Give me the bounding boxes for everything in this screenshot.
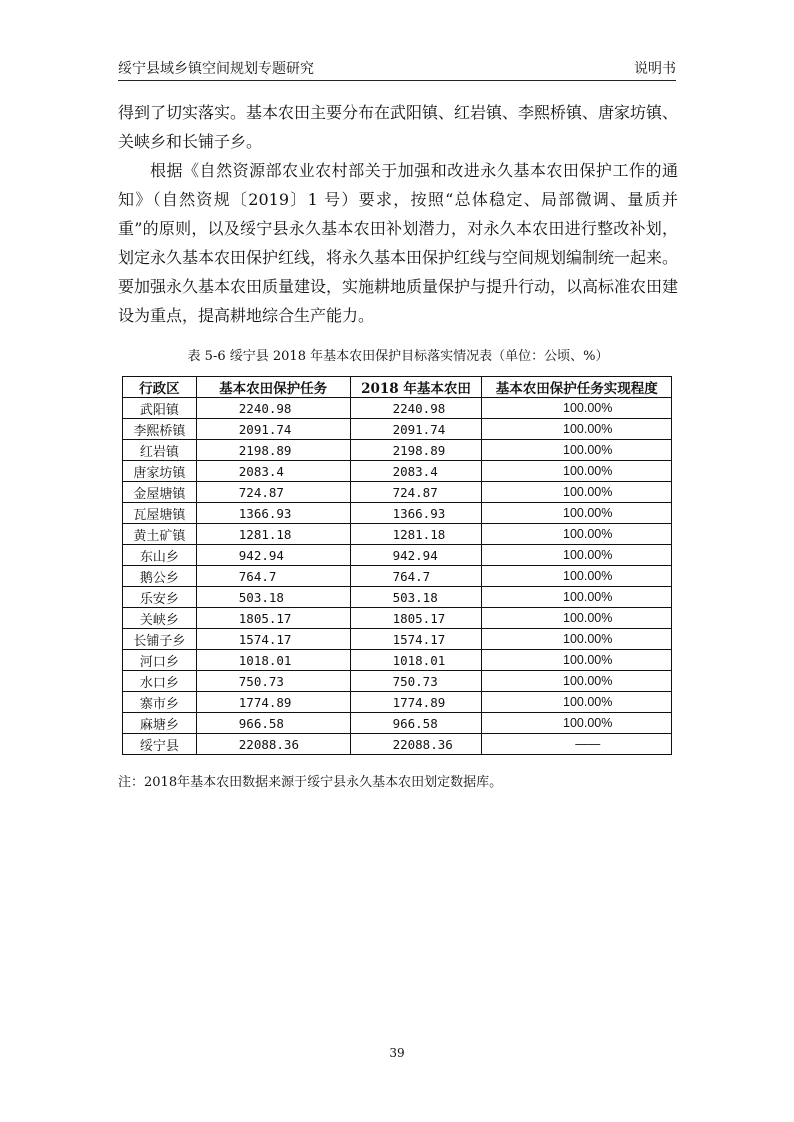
cell-protection-task: 764.7 [196, 566, 350, 587]
table-row [123, 629, 672, 650]
table-row [123, 419, 672, 440]
cell-protection-task: 2240.98 [196, 398, 350, 419]
cell-2018-farmland: 2083.4 [350, 461, 482, 482]
table-row [123, 692, 672, 713]
cell-protection-task: 1018.01 [196, 650, 350, 671]
cell-achievement-rate: 100.00% [482, 461, 672, 482]
cell-2018-farmland: 2091.74 [350, 419, 482, 440]
cell-2018-farmland: 1281.18 [350, 524, 482, 545]
cell-2018-farmland: 1574.17 [350, 629, 482, 650]
cell-2018-farmland: 966.58 [350, 713, 482, 734]
cell-2018-farmland: 1366.93 [350, 503, 482, 524]
column-header-protection-task: 基本农田保护任务 [196, 377, 350, 398]
cell-protection-task: 750.73 [196, 671, 350, 692]
cell-protection-task: 22088.36 [196, 734, 350, 755]
cell-district: 红岩镇 [123, 440, 197, 461]
cell-district: 水口乡 [123, 671, 197, 692]
column-header-2018-farmland: 2018 年基本农田 [350, 377, 482, 398]
cell-protection-task: 1805.17 [196, 608, 350, 629]
cell-2018-farmland: 1805.17 [350, 608, 482, 629]
cell-protection-task: 1366.93 [196, 503, 350, 524]
cell-district: 瓦屋塘镇 [123, 503, 197, 524]
table-row [123, 713, 672, 734]
cell-2018-farmland: 1774.89 [350, 692, 482, 713]
table-row [123, 440, 672, 461]
cell-achievement-rate: 100.00% [482, 692, 672, 713]
cell-district: 东山乡 [123, 545, 197, 566]
cell-district: 唐家坊镇 [123, 461, 197, 482]
table-row [123, 545, 672, 566]
paragraph-1: 得到了切实落实。基本农田主要分布在武阳镇、红岩镇、李熙桥镇、唐家坊镇、关峡乡和长铺子乡。 [118, 103, 679, 151]
cell-achievement-rate: 100.00% [482, 482, 672, 503]
cell-protection-task: 2083.4 [196, 461, 350, 482]
cell-achievement-rate: 100.00% [482, 524, 672, 545]
cell-2018-farmland: 724.87 [350, 482, 482, 503]
table-body [123, 398, 672, 755]
body-text [118, 98, 678, 330]
cell-2018-farmland: 2240.98 [350, 398, 482, 419]
table-row [123, 524, 672, 545]
cell-2018-farmland: 503.18 [350, 587, 482, 608]
cell-district: 武阳镇 [123, 398, 197, 419]
header-title: 绥宁县域乡镇空间规划专题研究 [118, 61, 314, 77]
cell-protection-task: 942.94 [196, 545, 350, 566]
cell-achievement-rate: —— [482, 734, 672, 755]
cell-district: 绥宁县 [123, 734, 197, 755]
paragraph-2: 根据《自然资源部农业农村部关于加强和改进永久基本农田保护工作的通知》（自然资规〔2019〕1 号）要求，按照“总体稳定、局部微调、量质并重”的原则，以及绥宁县永久基本农田补划潜力，对永久本农田进行整改补划，划定永久基本农田保护红线，将永久基本田保护红线与空间规划编制统一起来。要加强永久基本农田质量建设，实施耕地质量保护与提升行动，以高标准农田建设为重点，提高耕地综合生产能力。 [118, 161, 679, 325]
cell-protection-task: 1574.17 [196, 629, 350, 650]
table-row [123, 734, 672, 755]
cell-protection-task: 2091.74 [196, 419, 350, 440]
cell-achievement-rate: 100.00% [482, 608, 672, 629]
cell-protection-task: 503.18 [196, 587, 350, 608]
table-row [123, 608, 672, 629]
cell-protection-task: 1281.18 [196, 524, 350, 545]
cell-achievement-rate: 100.00% [482, 713, 672, 734]
cell-protection-task: 1774.89 [196, 692, 350, 713]
cell-2018-farmland: 942.94 [350, 545, 482, 566]
cell-2018-farmland: 2198.89 [350, 440, 482, 461]
cell-district: 麻塘乡 [123, 713, 197, 734]
cell-achievement-rate: 100.00% [482, 587, 672, 608]
cell-district: 金屋塘镇 [123, 482, 197, 503]
cell-achievement-rate: 100.00% [482, 671, 672, 692]
table-row [123, 671, 672, 692]
cell-district: 河口乡 [123, 650, 197, 671]
column-header-district: 行政区 [123, 377, 197, 398]
table-row [123, 398, 672, 419]
cell-achievement-rate: 100.00% [482, 545, 672, 566]
cell-2018-farmland: 1018.01 [350, 650, 482, 671]
page-number: 39 [389, 1046, 405, 1060]
cell-protection-task: 724.87 [196, 482, 350, 503]
cell-achievement-rate: 100.00% [482, 419, 672, 440]
cell-district: 长铺子乡 [123, 629, 197, 650]
table-row [123, 482, 672, 503]
cell-district: 李熙桥镇 [123, 419, 197, 440]
cell-achievement-rate: 100.00% [482, 566, 672, 587]
table-row [123, 503, 672, 524]
cell-district: 黄土矿镇 [123, 524, 197, 545]
table-header-row [123, 377, 672, 398]
cell-2018-farmland: 22088.36 [350, 734, 482, 755]
table-row [123, 566, 672, 587]
cell-district: 关峡乡 [123, 608, 197, 629]
table-caption: 表 5-6 绥宁县 2018 年基本农田保护目标落实情况表（单位：公顷、%） [187, 349, 609, 364]
cell-2018-farmland: 750.73 [350, 671, 482, 692]
table-note: 注：2018年基本农田数据来源于绥宁县永久基本农田划定数据库。 [118, 775, 503, 790]
cell-protection-task: 966.58 [196, 713, 350, 734]
table-row [123, 587, 672, 608]
header-section: 说明书 [634, 61, 676, 77]
cell-achievement-rate: 100.00% [482, 398, 672, 419]
table-row [123, 650, 672, 671]
page-header [118, 52, 676, 81]
cell-achievement-rate: 100.00% [482, 650, 672, 671]
cell-district: 乐安乡 [123, 587, 197, 608]
cell-achievement-rate: 100.00% [482, 440, 672, 461]
cell-district: 寨市乡 [123, 692, 197, 713]
cell-2018-farmland: 764.7 [350, 566, 482, 587]
cell-achievement-rate: 100.00% [482, 503, 672, 524]
table-row [123, 461, 672, 482]
column-header-achievement-rate: 基本农田保护任务实现程度 [482, 377, 672, 398]
cell-district: 鹅公乡 [123, 566, 197, 587]
cell-achievement-rate: 100.00% [482, 629, 672, 650]
farmland-protection-table [122, 376, 672, 755]
cell-protection-task: 2198.89 [196, 440, 350, 461]
